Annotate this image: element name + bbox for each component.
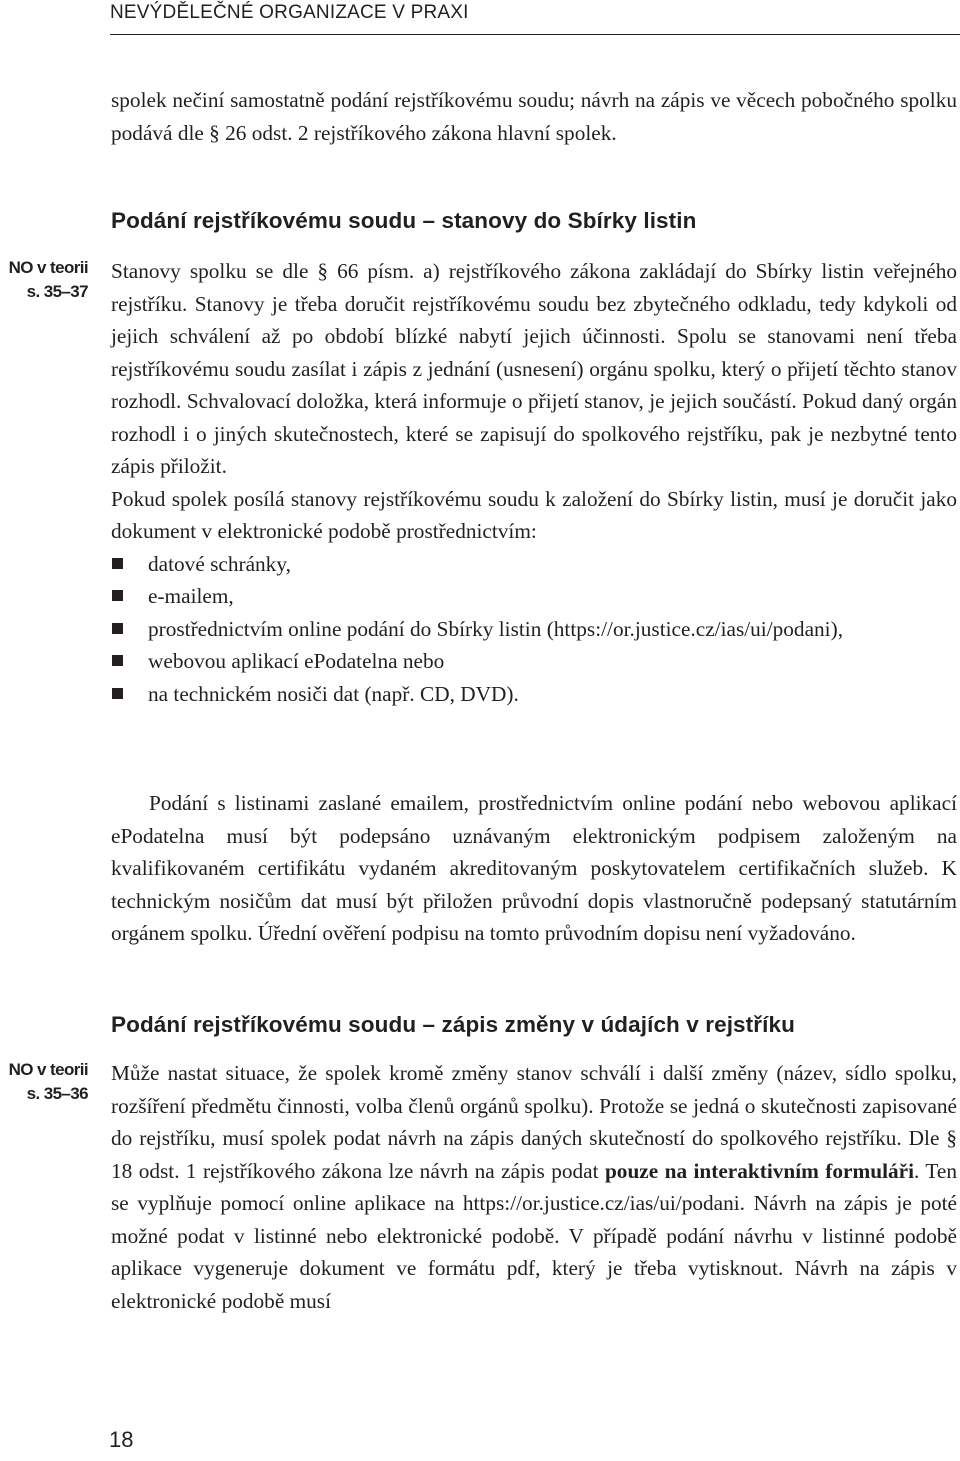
- list-item-text: datové schránky,: [148, 551, 291, 576]
- list-item-text: e-mailem,: [148, 584, 234, 608]
- margin-note-2-line2: s. 35–36: [26, 1084, 88, 1103]
- section1-paragraph2: Pokud spolek posílá stanovy rejstříkovému soudu k založení do Sbírky listin, musí je doručit jako dokument v elektronické podobě prostřednictvím:: [111, 486, 957, 543]
- intro-paragraph: spolek nečiní samostatně podání rejstříkovému soudu; návrh na zápis ve věcech pobočného spolku podává dle § 26 odst. 2 rejstříkového zákona hlavní spolek.: [111, 88, 957, 145]
- bullet-square-icon: [112, 623, 123, 634]
- list-item: [111, 645, 957, 678]
- margin-note-1: [0, 256, 88, 304]
- running-head: NEVÝDĚLEČNÉ ORGANIZACE V PRAXI: [110, 2, 469, 23]
- section2-heading: Podání rejstříkovému soudu – zápis změny v údajích v rejstříku: [111, 1012, 795, 1037]
- section1-heading: Podání rejstříkovému soudu – stanovy do Sbírky listin: [111, 208, 697, 233]
- page-number: 18: [109, 1427, 134, 1452]
- section1-paragraph1: Stanovy spolku se dle § 66 písm. a) rejstříkového zákona zakládají do Sbírky listin veřejného rejstříku. Stanovy je třeba doručit rejstříkovému soudu bez zbytečného odkladu, tedy kdykoli od jejich schválení až po období blízké nabytí jejich účinnosti. Spolu se stanovami není třeba rejstříkovému soudu zasílat i zápis z jednání (usnesení) orgánu spolku, který o přijetí těchto stanov rozhodl. Schvalovací doložka, která informuje o přijetí stanov, je jejich součástí. Pokud daný orgán rozhodl i o jiných skutečnostech, které se zapisují do spolkového rejstříku, pak je nezbytné tento zápis přiložit.: [111, 259, 957, 478]
- margin-note-2-line1: NO v teorii: [8, 1060, 88, 1079]
- intro-block: [111, 84, 957, 149]
- list-item: [111, 548, 957, 581]
- margin-note-1-line1: NO v teorii: [8, 258, 88, 277]
- margin-note-2: [0, 1058, 88, 1106]
- list-item-text: na technickém nosiči dat (např. CD, DVD).: [148, 681, 519, 706]
- bullet-square-icon: [112, 655, 123, 666]
- bullet-square-icon: [112, 558, 123, 569]
- section1-paragraph3: Podání s listinami zaslané emailem, prostřednictvím online podání nebo webovou aplikací ePodatelna musí být podepsáno uznávaným elektronickým podpisem založeným na kvalifikovaném certifikátu vydaném akreditovaným poskytovatelem certifikačních služeb. K technickým nosičům dat musí být přiložen průvodní dopis vlastnoručně podepsaný statutárním orgánem spolku. Úřední ověření podpisu na tomto průvodním dopisu není vyžadováno.: [111, 791, 957, 945]
- margin-note-1-line2: s. 35–37: [26, 282, 88, 301]
- section2-bold-text: pouze na interaktivním formuláři: [604, 1158, 915, 1183]
- header-rule: [110, 34, 960, 35]
- section2-paragraph: [111, 1057, 957, 1317]
- bullet-square-icon: [112, 688, 123, 699]
- bullet-square-icon: [112, 590, 123, 601]
- list-item-text: prostřednictvím online podání do Sbírky listin (https://or.justice.cz/ias/ui/podani),: [148, 616, 844, 641]
- section2-text-part1: Může nastat situace, že spolek kromě změny stanov schválí i další změny (název, sídlo spolku, rozšíření předmětu činnosti, volba členů orgánů spolku). Protože se jedná o skutečnosti zapisované do rejstříku, musí spolek podat návrh na zápis daných skutečností do spolkového rejstříku. Dle § 18 odst. 1 rejstříkového zákona lze návrh na zápis podat: [111, 1061, 957, 1183]
- list-item: [111, 613, 957, 646]
- section2-body: [111, 1057, 957, 1317]
- section2-text-part2: . Ten se vyplňuje pomocí online aplikace na https://or.justice.cz/ias/ui/podani. Návrh na zápis je poté možné podat v listinné nebo elektronické podobě. V případě podání návrhu v listinné podobě aplikace vygeneruje dokument ve formátu pdf, který je třeba vytisknout. Návrh na zápis v elektronické podobě musí: [111, 1158, 957, 1313]
- list-item: [111, 580, 957, 613]
- list-item-text: webovou aplikací ePodatelna nebo: [148, 649, 445, 673]
- signature-requirements-block: [111, 787, 957, 950]
- list-item: [111, 678, 957, 711]
- delivery-methods-list: [111, 548, 957, 711]
- section1-body: [111, 255, 957, 710]
